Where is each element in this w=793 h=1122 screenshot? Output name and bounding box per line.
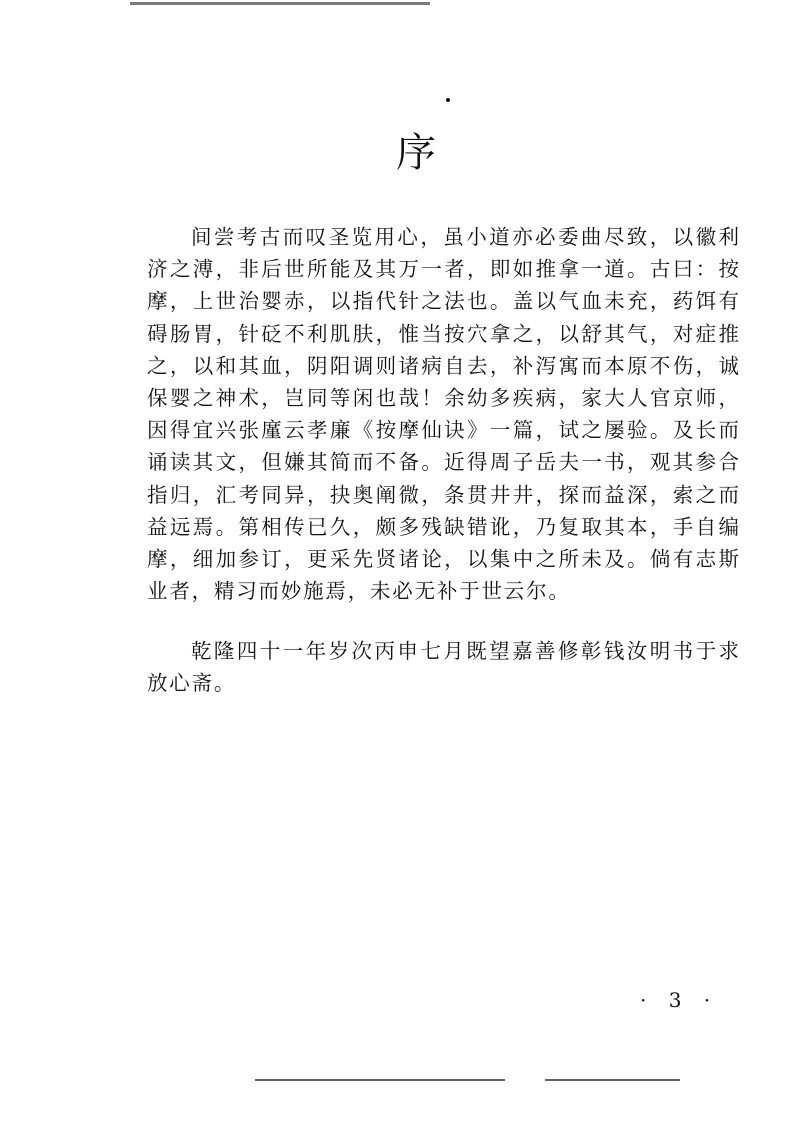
text-line: 保婴之神术，岂同等闲也哉！余幼多疾病，家大人官京师， — [147, 385, 739, 410]
scan-artifact-bottom — [545, 1079, 680, 1081]
text-line: 乾隆四十一年岁次丙申七月既望嘉善修彰钱汝明书于求 — [191, 639, 739, 663]
text-line: 摩，细加参订，更采先贤诸论，以集中之所未及。倘有志斯 — [147, 546, 739, 571]
text-line: 碍肠胃，针砭不利肌肤，惟当按穴拿之，以舒其气，对症推 — [147, 321, 739, 346]
text-line: 益远焉。第相传已久，颇多残缺错讹，乃复取其本，手自编 — [147, 514, 739, 539]
text-line: 业者，精习而妙施焉，未必无补于世云尔。 — [147, 579, 571, 604]
text-line: 诵读其文，但嫌其简而不备。近得周子岳夫一书，观其参合 — [147, 450, 739, 475]
scan-artifact-bottom — [255, 1079, 505, 1081]
page-number: · 3 · — [640, 988, 719, 1012]
text-line: 摩，上世治婴赤，以指代针之法也。盖以气血未充，药饵有 — [147, 289, 739, 314]
text-line: 之，以和其血，阴阳调则诸病自去，补泻寓而本原不伤，诚 — [147, 353, 739, 378]
preface-paragraph-1 — [147, 221, 739, 607]
page-title: 序 — [396, 130, 436, 176]
text-line: 济之溥，非后世所能及其万一者，即如推拿一道。古曰：按 — [147, 257, 739, 282]
preface-signature — [147, 635, 739, 699]
text-line: 指归，汇考同异，抉奥阐微，条贯井井，探而益深，索之而 — [147, 482, 739, 507]
scan-dot — [446, 98, 450, 102]
text-line: 因得宜兴张廑云孝廉《按摩仙诀》一篇，试之屡验。及长而 — [147, 418, 739, 443]
scan-artifact-top — [130, 2, 430, 5]
text-line: 间尝考古而叹圣览用心，虽小道亦必委曲尽致，以徽利 — [191, 225, 739, 249]
text-line: 放心斋。 — [147, 671, 237, 696]
